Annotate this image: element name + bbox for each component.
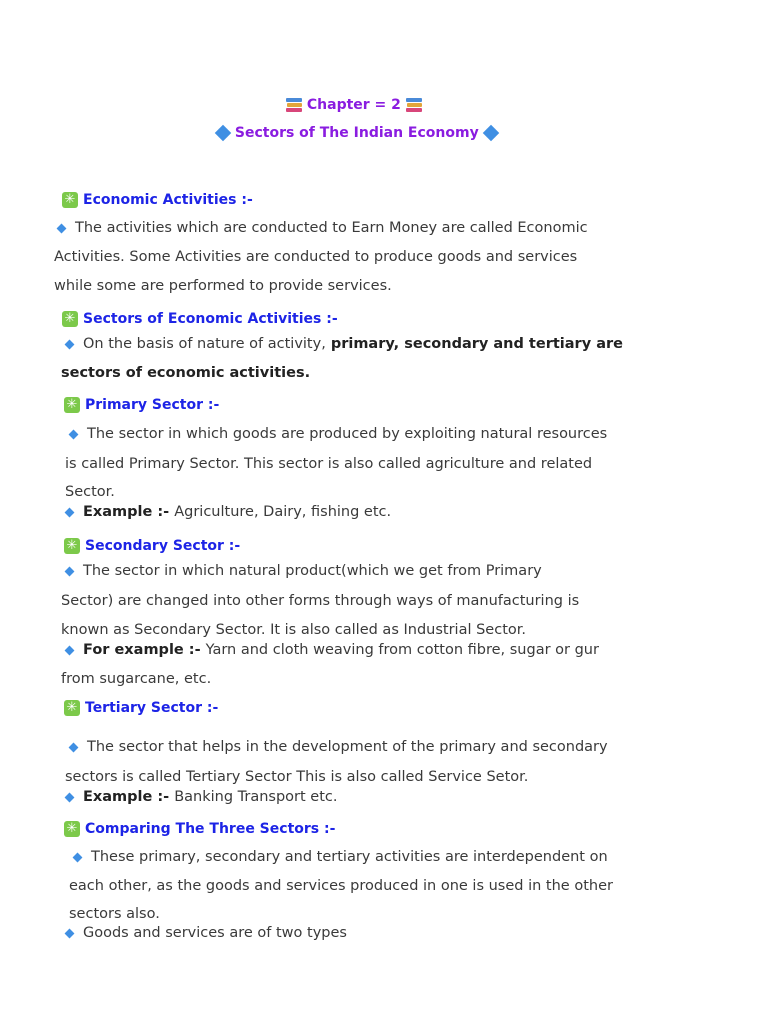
- text-line: is called Primary Sector. This sector is also called agriculture and related: [65, 456, 593, 472]
- paragraph-line: [61, 364, 310, 382]
- section-heading-sectors-of-economic-activities: [62, 311, 338, 327]
- example-line: [66, 788, 338, 806]
- section-heading-primary-sector: [64, 397, 219, 413]
- section-heading-comparing-sectors: [64, 821, 335, 837]
- sparkle-icon: [64, 700, 80, 716]
- section-heading-tertiary-sector: [64, 700, 218, 716]
- chapter-title-text: Chapter = 2: [306, 97, 401, 113]
- blue-diamond-icon: [65, 645, 75, 655]
- paragraph-line: [70, 738, 608, 756]
- page-subtitle: [216, 125, 498, 141]
- paragraph-line: [65, 455, 592, 473]
- section-heading-text: Tertiary Sector :-: [85, 700, 219, 716]
- sparkle-icon: [64, 538, 80, 554]
- text-line: The activities which are conducted to Earn Money are called Economic: [75, 220, 588, 236]
- paragraph-line: [61, 670, 211, 688]
- text-line: Sector.: [65, 484, 115, 500]
- blue-diamond-icon: [69, 742, 79, 752]
- paragraph-line: [70, 425, 607, 443]
- example-line: [66, 641, 599, 659]
- text-line: sectors also.: [69, 906, 160, 922]
- blue-diamond-icon: [65, 507, 75, 517]
- paragraph-line: [65, 768, 528, 786]
- paragraph-line: [66, 562, 542, 580]
- sparkle-icon: [64, 821, 80, 837]
- example-text: Yarn and cloth weaving from cotton fibre, sugar or gur: [205, 642, 599, 658]
- section-heading-text: Primary Sector :-: [85, 397, 220, 413]
- example-label: Example :-: [83, 504, 170, 520]
- text-line: each other, as the goods and services produced in one is used in the other: [69, 878, 613, 894]
- paragraph-line: [61, 592, 579, 610]
- books-icon: [286, 98, 302, 112]
- books-icon: [406, 98, 422, 112]
- text-line: Sector) are changed into other forms through ways of manufacturing is: [61, 593, 580, 609]
- paragraph-line: [69, 877, 613, 895]
- text-line: The sector in which goods are produced by exploiting natural resources: [87, 426, 608, 442]
- paragraph-line: [54, 277, 392, 295]
- paragraph-line: [65, 483, 115, 501]
- page-subtitle-text: Sectors of The Indian Economy: [234, 125, 479, 141]
- paragraph-line: [66, 335, 623, 353]
- section-heading-text: Sectors of Economic Activities :-: [83, 311, 338, 327]
- section-heading-secondary-sector: [64, 538, 240, 554]
- text-line: Goods and services are of two types: [83, 925, 347, 941]
- example-label: Example :-: [83, 789, 170, 805]
- example-text: Banking Transport etc.: [174, 789, 338, 805]
- sparkle-icon: [64, 397, 80, 413]
- section-heading-text: Comparing The Three Sectors :-: [85, 821, 336, 837]
- text-line: while some are performed to provide services.: [54, 278, 392, 294]
- diamond-icon: [484, 126, 498, 140]
- paragraph-line: [69, 905, 160, 923]
- text-line: known as Secondary Sector. It is also called as Industrial Sector.: [61, 622, 526, 638]
- bold-text: primary, secondary and tertiary are: [330, 336, 623, 352]
- blue-diamond-icon: [65, 339, 75, 349]
- chapter-title: [286, 97, 422, 113]
- blue-diamond-icon: [69, 429, 79, 439]
- section-heading-text: Secondary Sector :-: [85, 538, 241, 554]
- text-line: from sugarcane, etc.: [61, 671, 212, 687]
- example-label: For example :-: [83, 642, 201, 658]
- paragraph-line: [61, 621, 526, 639]
- example-line: [66, 503, 391, 521]
- text-line: The sector in which natural product(which we get from Primary: [83, 563, 542, 579]
- section-heading-economic-activities: [62, 192, 253, 208]
- text-line: These primary, secondary and tertiary activities are interdependent on: [91, 849, 608, 865]
- blue-diamond-icon: [57, 223, 67, 233]
- example-text: Agriculture, Dairy, fishing etc.: [174, 504, 392, 520]
- sparkle-icon: [62, 311, 78, 327]
- blue-diamond-icon: [65, 566, 75, 576]
- diamond-icon: [216, 126, 230, 140]
- text-line: The sector that helps in the development of the primary and secondary: [87, 739, 608, 755]
- sparkle-icon: [62, 192, 78, 208]
- paragraph-line: [58, 219, 588, 237]
- text-line: On the basis of nature of activity,: [83, 336, 326, 352]
- text-line: sectors is called Tertiary Sector This is also called Service Setor.: [65, 769, 529, 785]
- blue-diamond-icon: [73, 852, 83, 862]
- bold-text: sectors of economic activities.: [61, 365, 311, 381]
- paragraph-line: [66, 924, 347, 942]
- paragraph-line: [54, 248, 577, 266]
- blue-diamond-icon: [65, 928, 75, 938]
- paragraph-line: [74, 848, 608, 866]
- section-heading-text: Economic Activities :-: [83, 192, 253, 208]
- blue-diamond-icon: [65, 792, 75, 802]
- text-line: Activities. Some Activities are conducted to produce goods and services: [54, 249, 578, 265]
